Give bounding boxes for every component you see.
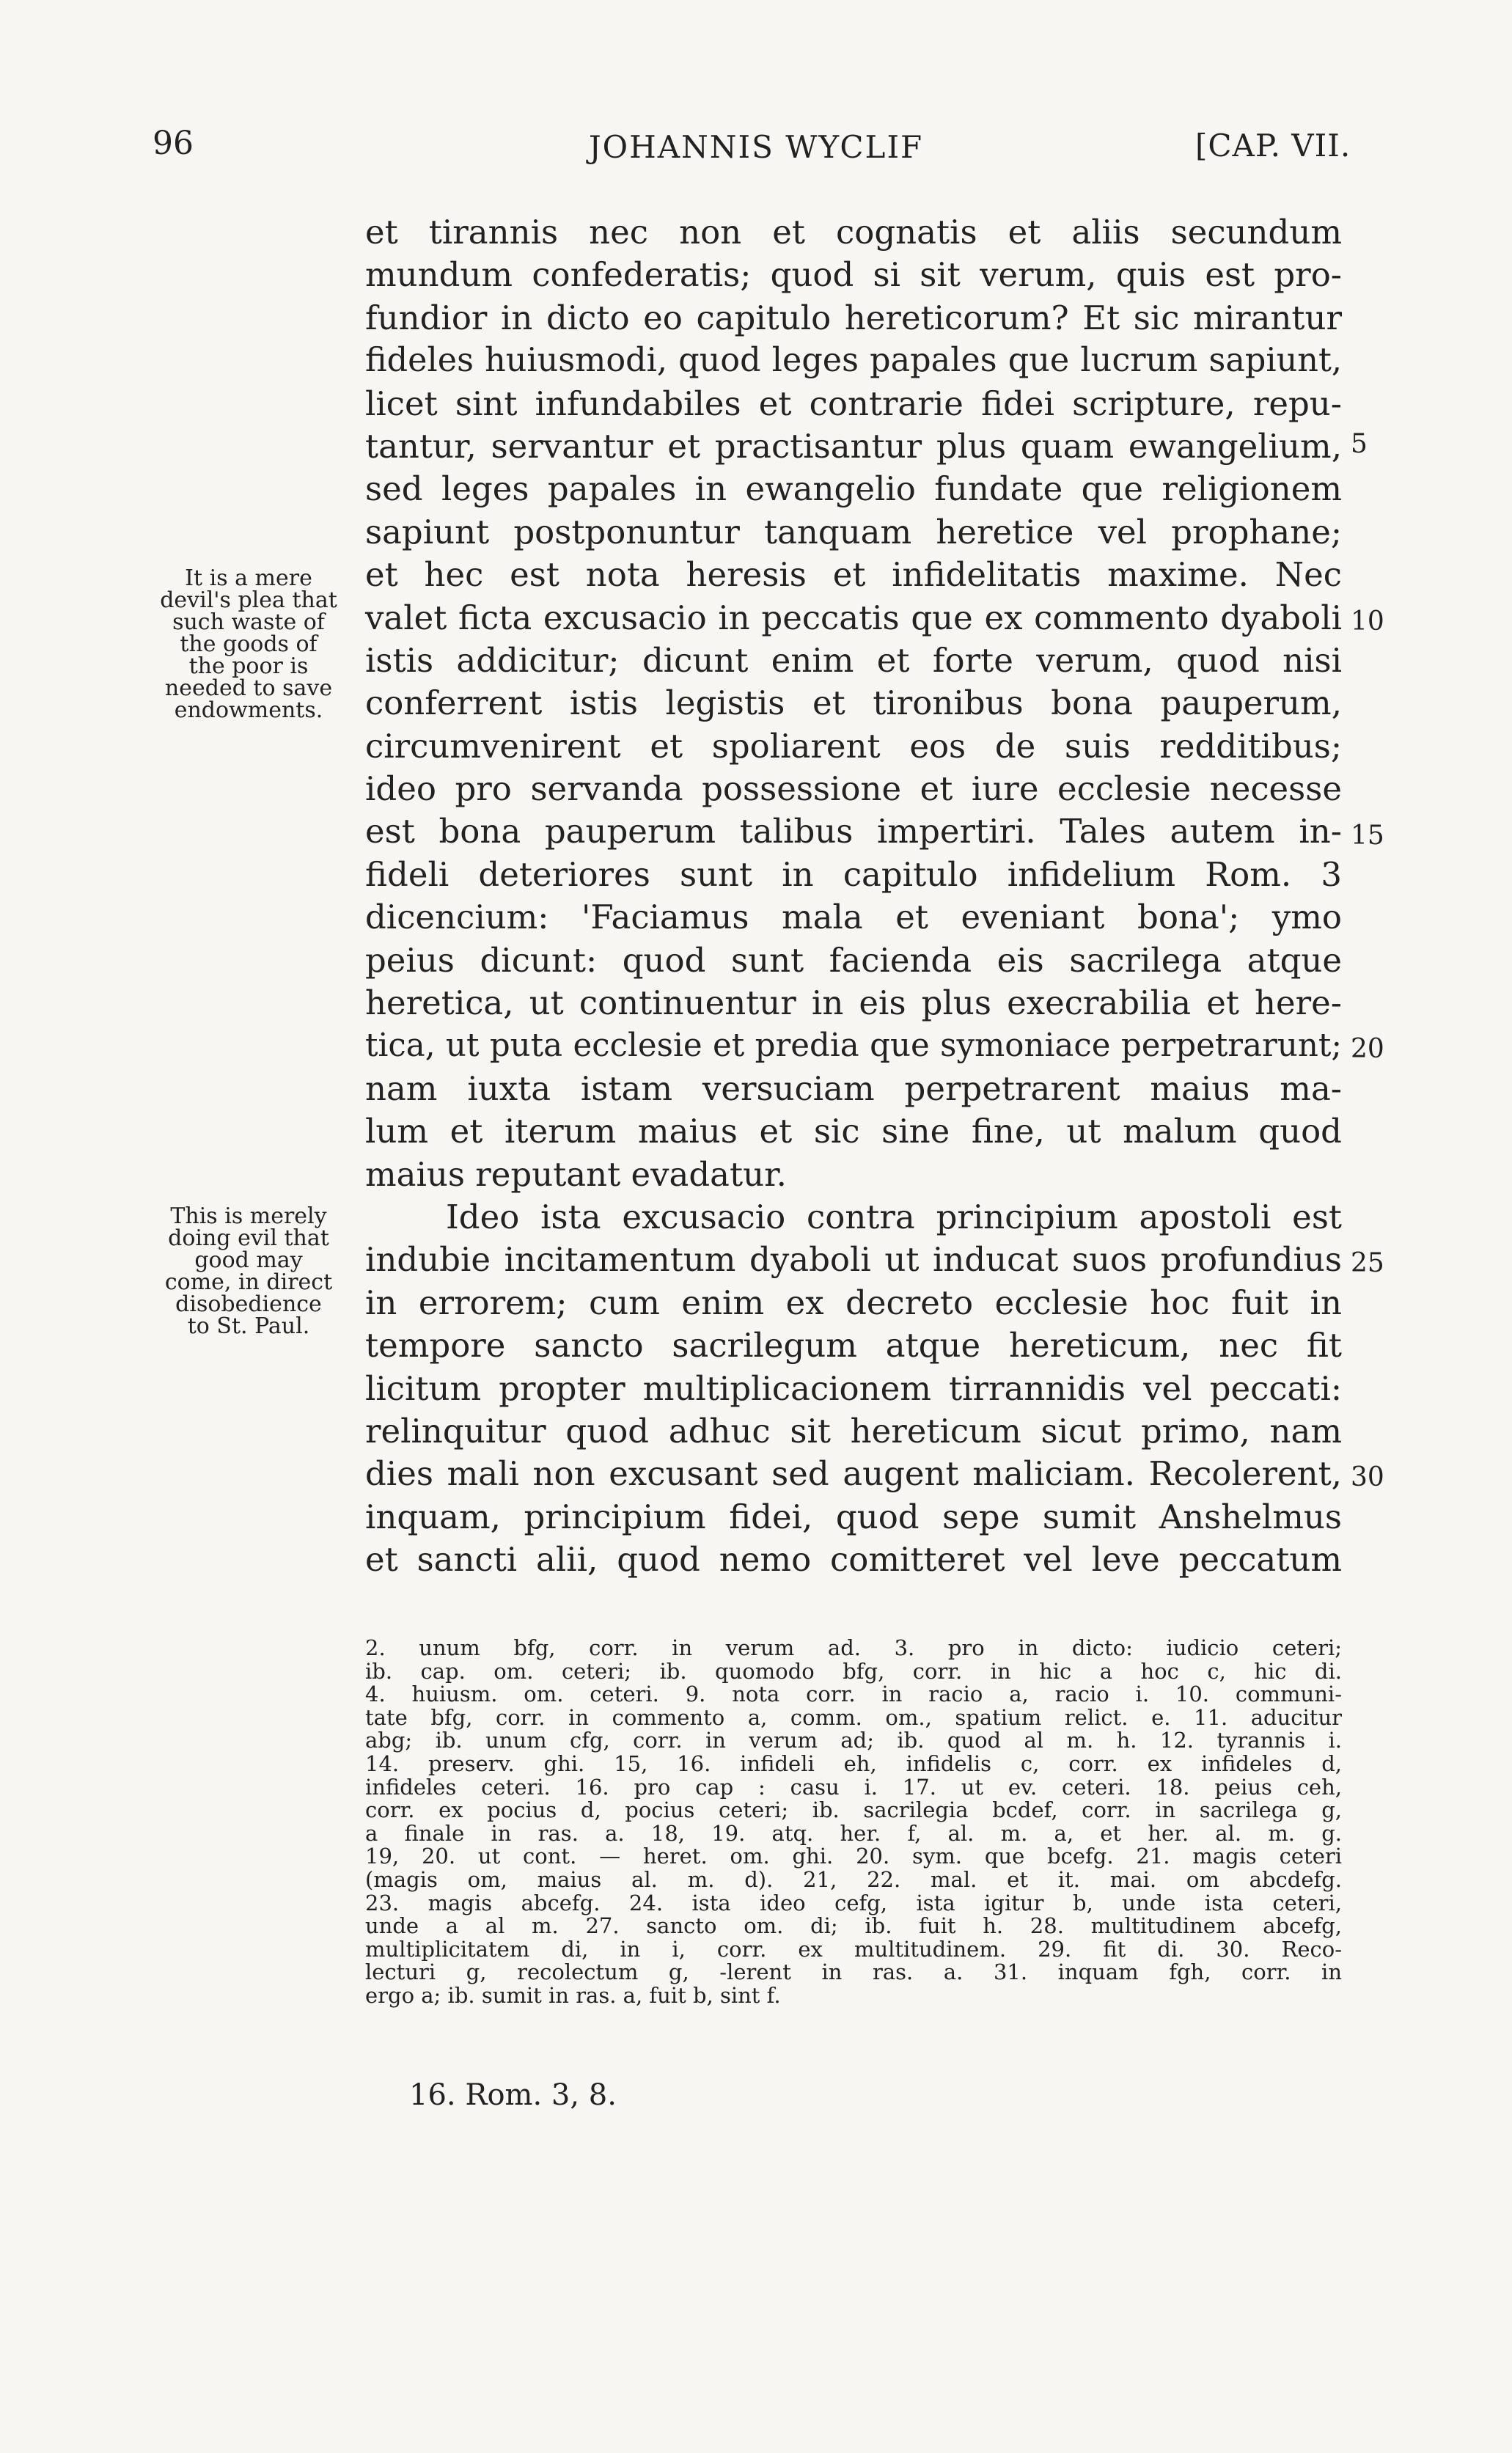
apparatus-line: ib. cap. om. ceteri; ib. quomodo bfg, corr. in hic a hoc c, hic di. — [365, 1658, 1342, 1684]
text-line: et sancti alii, quod nemo comitteret vel leve peccatum — [365, 1540, 1342, 1580]
apparatus-line: lecturi g, recolectum g, -lerent in ras. a. 31. inquam fgh, corr. in — [365, 1959, 1342, 1985]
apparatus-line: 14. preserv. ghi. 15, 16. infideli eh, infidelis c, corr. ex infideles d, — [365, 1750, 1342, 1776]
margin-note-line: come, in direct — [164, 1269, 333, 1295]
running-title: JOHANNIS WYCLIF — [588, 129, 924, 165]
page-number: 96 — [153, 125, 194, 162]
text-line: et tirannis nec non et cognatis et aliis secundum — [365, 213, 1342, 252]
margin-note-line: good may — [194, 1247, 303, 1273]
apparatus-line: corr. ex pocius d, pocius ceteri; ib. sacrilegia bcdef, corr. in sacrilega g, — [365, 1797, 1342, 1823]
margin-note-line: to St. Paul. — [187, 1313, 310, 1339]
margin-note — [145, 1203, 352, 1339]
text-line: licet sint infundabiles et contrarie fidei scripture, repu- — [365, 384, 1342, 423]
apparatus-line: abg; ib. unum cfg, corr. in verum ad; ib. quod al m. h. 12. tyrannis i. — [365, 1728, 1342, 1753]
apparatus-line: ergo a; ib. sumit in ras. a, fuit b, sint f. — [365, 1982, 781, 2008]
text-line: circumvenirent et spoliarent eos de suis redditibus; — [365, 726, 1342, 766]
apparatus-line: 19, 20. ut cont. — heret. om. ghi. 20. sym. que bcefg. 21. magis ceteri — [365, 1844, 1342, 1869]
line-number: 30 — [1351, 1462, 1384, 1492]
text-line: fideles huiusmodi, quod leges papales que lucrum sapiunt, — [365, 342, 1342, 380]
text-line: mundum confederatis; quod si sit verum, quis est pro- — [365, 255, 1342, 295]
margin-note-line: the poor is — [188, 653, 309, 679]
critical-apparatus — [365, 1637, 1342, 2008]
apparatus-line: 4. huiusm. om. ceteri. 9. nota corr. in racio a, racio i. 10. communi- — [365, 1682, 1342, 1707]
margin-note-line: devil's plea that — [160, 587, 337, 613]
apparatus-line: multiplicitatem di, in i, corr. ex multitudinem. 29. fit di. 30. Reco- — [365, 1936, 1342, 1962]
line-number: 10 — [1351, 606, 1384, 637]
margin-note-line: the goods of — [180, 631, 318, 657]
text-line: indubie incitamentum dyaboli ut inducat suos profundius — [365, 1240, 1342, 1280]
margin-note-line: disobedience — [175, 1291, 322, 1317]
text-line: sapiunt postponuntur tanquam heretice vel prophane; — [365, 512, 1342, 551]
line-number: 25 — [1351, 1248, 1384, 1278]
margin-note-line: doing evil that — [168, 1225, 329, 1251]
text-line: fundior in dicto eo capitulo hereticorum? Et sic mirantur — [365, 298, 1342, 337]
footnote-reference: 16. Rom. 3, 8. — [409, 2078, 617, 2112]
text-line: relinquitur quod adhuc sit hereticum sicut primo, nam — [365, 1411, 1342, 1451]
line-number: 5 — [1351, 429, 1368, 459]
text-line: et hec est nota heresis et infidelitatis maxime. Nec — [365, 555, 1342, 595]
margin-note-line: It is a mere — [185, 565, 312, 591]
running-header — [0, 125, 1512, 176]
chapter-label: [CAP. VII. — [1195, 128, 1351, 164]
text-line: dicencium: 'Faciamus mala et eveniant bona'; ymo — [365, 898, 1342, 937]
text-line: licitum propter multiplicacionem tirrannidis vel peccati: — [365, 1368, 1342, 1408]
text-line: ideo pro servanda possessione et iure ecclesie necesse — [365, 769, 1342, 809]
apparatus-line: 23. magis abcefg. 24. ista ideo cefg, ista igitur b, unde ista ceteri, — [365, 1890, 1342, 1915]
apparatus-line: a finale in ras. a. 18, 19. atq. her. f, al. m. a, et her. al. m. g. — [365, 1820, 1342, 1846]
text-line: nam iuxta istam versuciam perpetrarent maius ma- — [365, 1068, 1342, 1108]
text-line: est bona pauperum talibus impertiri. Tales autem in- — [365, 812, 1342, 851]
margin-note-line: needed to save — [164, 675, 333, 701]
margin-note-line: endowments. — [174, 697, 323, 723]
text-line: lum et iterum maius et sic sine fine, ut malum quod — [365, 1112, 1342, 1151]
apparatus-line: infideles ceteri. 16. pro cap : casu i. 17. ut ev. ceteri. 18. peius ceh, — [365, 1774, 1342, 1800]
text-line: Ideo ista excusacio contra principium apostoli est — [446, 1197, 1342, 1236]
main-text — [365, 211, 1342, 1582]
text-line: inquam, principium fidei, quod sepe sumit Anshelmus — [365, 1497, 1342, 1536]
text-line: maius reputant evadatur. — [365, 1154, 787, 1194]
text-line: in errorem; cum enim ex decreto ecclesie hoc fuit in — [365, 1283, 1342, 1322]
text-line: dies mali non excusant sed augent maliciam. Recolerent, — [365, 1454, 1342, 1494]
text-line: tempore sancto sacrilegum atque hereticum, nec fit — [365, 1326, 1342, 1365]
line-number: 20 — [1351, 1034, 1384, 1064]
margin-note — [145, 565, 352, 723]
text-line: conferrent istis legistis et tironibus bona pauperum, — [365, 683, 1342, 723]
apparatus-line: unde a al m. 27. sancto om. di; ib. fuit h. 28. multitudinem abcefg, — [365, 1913, 1342, 1939]
text-line: sed leges papales in ewangelio fundate que religionem — [365, 469, 1342, 509]
text-line: istis addicitur; dicunt enim et forte verum, quod nisi — [365, 640, 1342, 680]
text-line: fideli deteriores sunt in capitulo infidelium Rom. 3 — [365, 854, 1342, 894]
line-number: 15 — [1351, 821, 1384, 851]
margin-note-line: This is merely — [170, 1203, 327, 1229]
text-line: tantur, servantur et practisantur plus quam ewangelium, — [365, 426, 1342, 466]
text-line: valet ficta excusacio in peccatis que ex commento dyaboli — [365, 598, 1342, 637]
margin-note-line: such waste of — [172, 609, 325, 635]
text-line: peius dicunt: quod sunt facienda eis sacrilega atque — [365, 940, 1342, 980]
apparatus-line: (magis om, maius al. m. d). 21, 22. mal. et it. mai. om abcdefg. — [365, 1866, 1342, 1892]
text-line: tica, ut puta ecclesie et predia que symoniace perpetrarunt; — [365, 1027, 1342, 1065]
apparatus-line: tate bfg, corr. in commento a, comm. om., spatium relict. e. 11. aducitur — [365, 1704, 1342, 1730]
text-line: heretica, ut continuentur in eis plus execrabilia et here- — [365, 983, 1342, 1023]
apparatus-line: 2. unum bfg, corr. in verum ad. 3. pro in dicto: iudicio ceteri; — [365, 1635, 1342, 1660]
